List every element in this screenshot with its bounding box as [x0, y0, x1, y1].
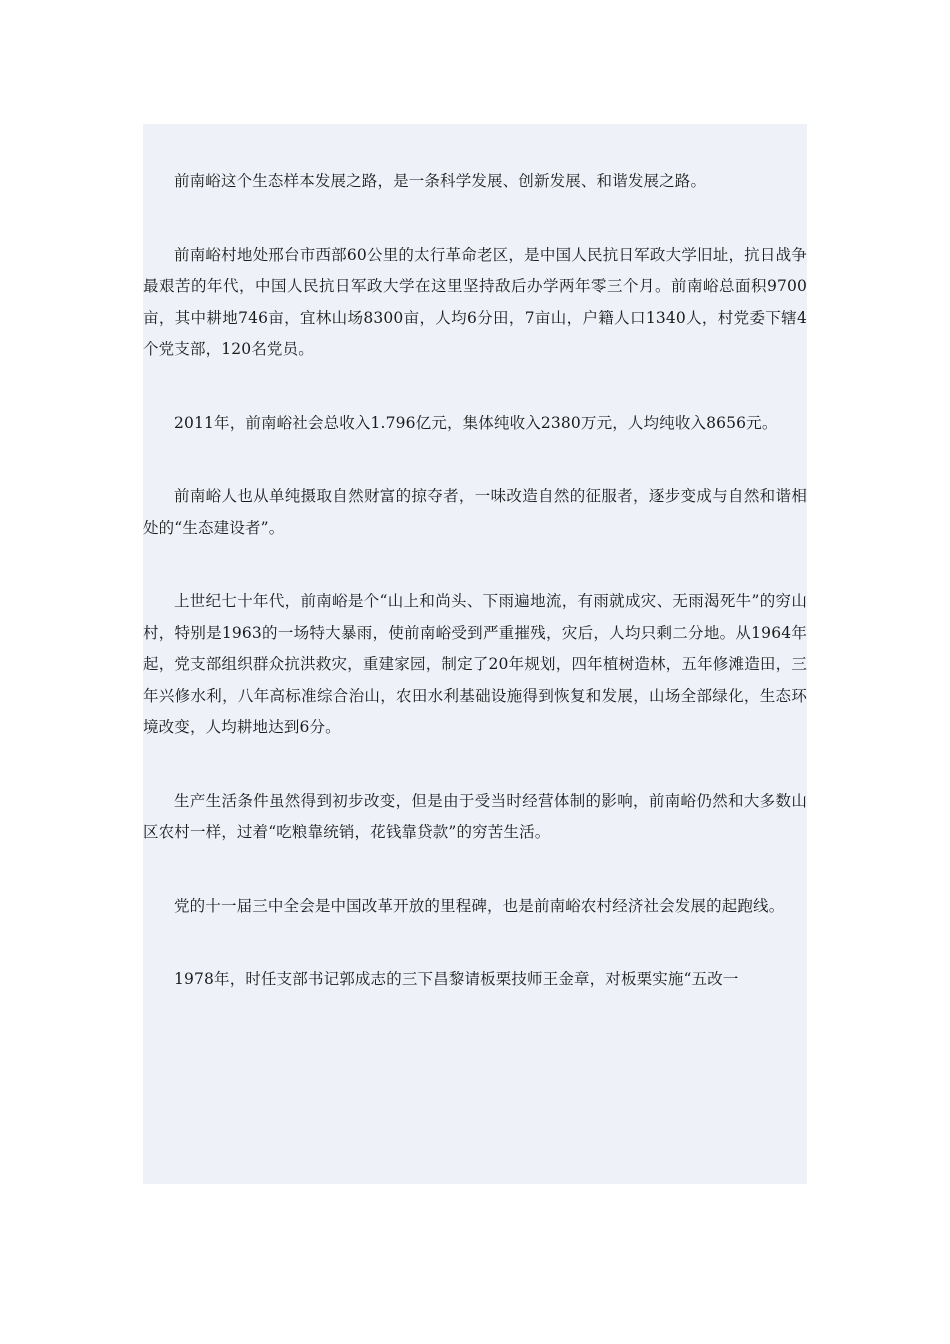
paragraph-3: 2011年，前南峪社会总收入1.796亿元，集体纯收入2380万元，人均纯收入8656元。 — [174, 413, 778, 432]
paragraph-4: 前南峪人也从单纯摄取自然财富的掠夺者，一味改造自然的征服者，逐步变成与自然和谐相处的“生态建设者”。 — [143, 487, 807, 537]
document-page — [143, 124, 807, 1184]
paragraph-5: 上世纪七十年代，前南峪是个“山上和尚头、下雨遍地流，有雨就成灾、无雨渴死牛”的穷山村，特别是1963的一场特大暴雨，使前南峪受到严重摧残，灾后，人均只剩二分地。从1964年起，党支部组织群众抗洪救灾，重建家园，制定了20年规划，四年植树造林，五年修滩造田，三年兴修水利，八年高标准综合治山，农田水利基础设施得到恢复和发展，山场全部绿化，生态环境改变，人均耕地达到6分。 — [143, 592, 807, 736]
paragraph-1: 前南峪这个生态样本发展之路，是一条科学发展、创新发展、和谐发展之路。 — [174, 172, 707, 190]
document-body — [143, 166, 807, 1038]
paragraph-2: 前南峪村地处邢台市西部60公里的太行革命老区，是中国人民抗日军政大学旧址，抗日战争最艰苦的年代，中国人民抗日军政大学在这里坚持敌后办学两年零三个月。前南峪总面积9700亩，其中耕地746亩，宜林山场8300亩，人均6分田，7亩山，户籍人口1340人，村党委下辖4个党支部，120名党员。 — [143, 245, 807, 358]
paragraph-8: 1978年，时任支部书记郭成志的三下昌黎请板栗技师王金章，对板栗实施“五改一 — [174, 970, 739, 988]
paragraph-7: 党的十一届三中全会是中国改革开放的里程碑，也是前南峪农村经济社会发展的起跑线。 — [174, 896, 785, 915]
paragraph-6: 生产生活条件虽然得到初步改变，但是由于受当时经营体制的影响，前南峪仍然和大多数山区农村一样，过着“吃粮靠统销，花钱靠贷款”的穷苦生活。 — [143, 791, 807, 841]
